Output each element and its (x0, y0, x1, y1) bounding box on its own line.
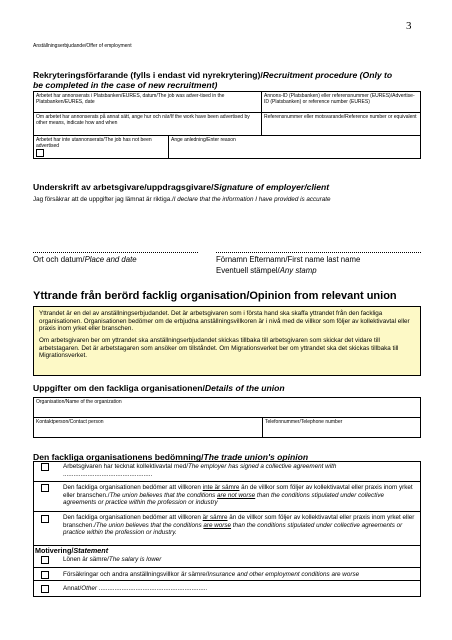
info-paragraph-2: Om arbetsgivaren ber om yttrandet ska anställningserbjudandet skickas tillbaka till arbetsgivaren som skickar det vidare till arbetstagaren. Det är arbetstagaren som ansöker om tillståndet. Om Migrationsverket ber om yttrandet ska det skickas tillbaka till Migrationsverket. (39, 337, 399, 360)
signature-line[interactable] (216, 252, 421, 253)
page-number: 3 (406, 20, 412, 32)
document-subtitle: Anställningserbjudande/Offer of employment (33, 43, 132, 49)
place-date-label: Ort och datum/Place and date (33, 255, 137, 264)
not-worse-checkbox[interactable] (41, 484, 49, 492)
place-date-line[interactable] (33, 252, 198, 253)
salary-lower-checkbox[interactable] (41, 556, 49, 564)
info-paragraph-1: Yttrandet är en del av anställningserbjudandet. Det är arbetsgivaren som i första hand ska skaffa yttrandet från den fackliga organisationen. Organisationen bedömer om de erbjudna anställningsvillkoren är i nivå med de villkor som följer av kollektivavtal eller praxis inom yrket eller branschen. (39, 310, 410, 333)
salary-lower-text: Lönen är sämre/The salary is lower (63, 556, 162, 563)
phone-field[interactable]: Telefonnummer/Telephone number (262, 417, 421, 438)
other-checkbox[interactable] (41, 585, 49, 593)
collective-agreement-checkbox[interactable] (41, 463, 49, 471)
recruitment-heading: Rekryteringsförfarande (fylls i endast vid nyrekrytering)/Recruitment procedure (Only to be completed in the case of new recruitment) (33, 70, 393, 90)
union-details-heading: Uppgifter om den fackliga organisationen/Details of the union (33, 383, 285, 393)
advertise-id-field[interactable]: Annons-ID (Platsbanken) eller referensnummer (EURES)/Advertise-ID (Platsbanken) or reference number (EURES) (261, 91, 421, 113)
contact-person-field[interactable]: Kontaktperson/Contact person (33, 417, 263, 438)
divider (33, 511, 421, 512)
stamp-label: Eventuell stämpel/Any stamp (216, 266, 317, 275)
worse-checkbox[interactable] (41, 515, 49, 523)
name-label: Förnamn Efternamn/First name last name (216, 255, 361, 264)
reason-field[interactable]: Ange anledning/Enter reason (168, 135, 421, 159)
worse-text: Den fackliga organisationen bedömer att villkoren är sämre än de villkor som följer av kollektivavtal eller praxis inom yrket eller branschen./The union believes that the conditions are worse than the conditions stipulated under collective agreements or practice within the profession or industry. (63, 514, 415, 536)
info-box (33, 306, 421, 376)
other-text: Annat/Other .............................................................. (63, 585, 208, 592)
divider (33, 567, 421, 568)
assessment-heading: Den fackliga organisationens bedömning/The trade union's opinion (33, 452, 309, 462)
insurance-worse-checkbox[interactable] (41, 571, 49, 579)
signature-heading: Underskrift av arbetsgivare/uppdragsgivare/Signature of employer/client (33, 182, 330, 192)
motivation-heading: Motivering/Statement (35, 546, 109, 555)
insurance-worse-text: Försäkringar och andra anställningsvillkor är sämre/Insurance and other employment conditions are worse (63, 571, 360, 578)
collective-agreement-text: Arbetsgivaren har tecknat kollektivavtal med/The employer has signed a collective agreement with ................................................... (63, 463, 337, 478)
reference-number-field[interactable]: Referensnummer eller motsvarande/Reference number or equivalent (261, 112, 421, 136)
other-means-field[interactable]: Om arbetet har annonserats på annat sätt, ange hur och när/If the work have been advertised by other means, indicate how and when (33, 112, 262, 136)
advertised-platsbanken-field[interactable]: Arbetet har annonserats i Platsbanken/EURES, datum/The job was adver-tised in the Platsbanken/EURES, date (33, 91, 262, 113)
union-statement-heading: Yttrande från berörd facklig organisation/Opinion from relevant union (33, 290, 397, 302)
divider (33, 481, 421, 482)
not-advertised-cell: Arbetet har inte utannonserats/The job has not been advertised (33, 135, 169, 159)
organisation-field[interactable]: Organisation/Name of the organization (33, 397, 421, 418)
not-worse-text: Den fackliga organisationen bedömer att villkoren inte är sämre än de villkor som följer av kollektivavtal eller praxis inom yrket eller branschen./The union believes that the conditions are not worse than the conditions stipulated under collective agreements or practice within the profession or industry (63, 484, 413, 506)
not-advertised-checkbox[interactable] (36, 149, 44, 157)
declaration-text: Jag försäkrar att de uppgifter jag lämnat är riktiga./I declare that the information I have provided is accurate (33, 196, 331, 203)
